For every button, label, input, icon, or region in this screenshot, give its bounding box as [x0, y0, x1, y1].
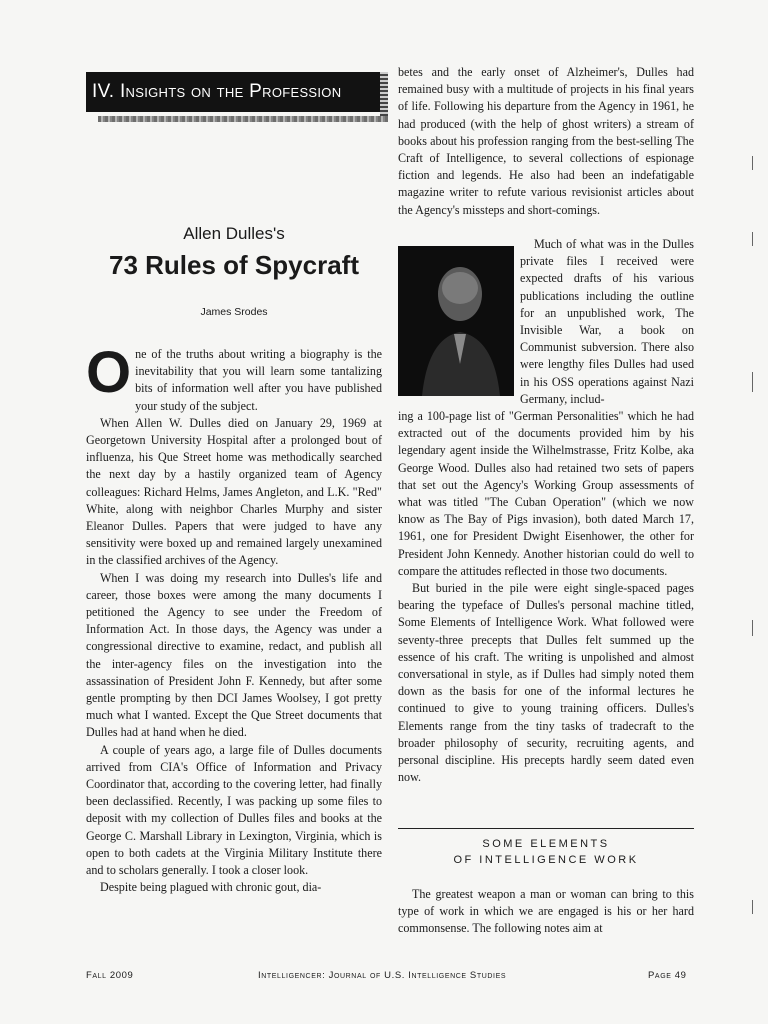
article-author: James Srodes	[200, 306, 268, 318]
scan-margin-mark	[752, 372, 753, 392]
scan-margin-mark	[752, 232, 753, 246]
paragraph-wrap: Much of what was in the Dulles private files I received were expected drafts of his various publications including the outline for an unpublished work, The Invisible War, a book on Communist subversion. There also were lengthy files Dulles had used in his OSS operations against Nazi Germany, includ-	[520, 237, 694, 406]
paragraph: ing a 100-page list of "German Personalities" which he had extracted out of the documents provided him by his legendary agent inside the Wilhelmstrasse, Fritz Kolbe, aka George Wood. Dulles also had retained two sets of papers that set out the Agency's Working Group assessments of what was titled "The Cuban Operation" (which we now know as The Bay of Pigs invasion), both dated March 17, 1961, one for President Dwight Eisenhower, the other for President John Kennedy. Another historian could do well to compare the attitudes reflected in those two documents.	[398, 409, 694, 578]
drop-cap: O	[86, 340, 132, 405]
paragraph: But buried in the pile were eight single-spaced pages bearing the typeface of Dulles's personal machine titled, Some Elements of Intelligence Work. What followed were seventy-three precepts that Dulles felt summed up the essence of his craft. The writing is unpolished and almost conversational in style, as if Dulles had simply noted them down as the basis for one of the informal lectures he continued to give to young training officers. Dulles's Elements range from the tiny tasks of tradecraft to the broader philosophy of security, recruiting agents, and personal discipline. His precepts hardly seem dated even now.	[398, 581, 694, 785]
paragraph-intro-text: ne of the truths about writing a biography is the inevitability that you will learn some tantalizing bits of information well after you have published your study of the subject.	[135, 347, 382, 413]
subhead-line-2: OF INTELLIGENCE WORK	[453, 854, 639, 866]
article-title: 73 Rules of Spycraft	[109, 250, 359, 280]
right-column-top	[398, 64, 694, 219]
paragraph: The greatest weapon a man or woman can bring to this type of work in which we are engaged is his or her hard commonsense. The following notes aim at	[398, 887, 694, 936]
left-column	[86, 340, 382, 897]
subhead-line-1: SOME ELEMENTS	[482, 838, 610, 850]
banner-rule	[98, 116, 388, 122]
paragraph: When Allen W. Dulles died on January 29, 1969 at Georgetown University Hospital after a prolonged bout of influenza, his Que Street home was methodically searched the next day by a hastily organized team of Agency colleagues: Richard Helms, James Angleton, and L.K. "Red" White, along with neighbor Charles Murphy and sister Eleanor Dulles. Papers that were judged to have any sensitivity were boxed up and remained largely unexamined in the classified archives of the Agency.	[86, 415, 382, 568]
paragraph: A couple of years ago, a large file of Dulles documents arrived from CIA's Office of Information and Privacy Coordinator that, according to the covering letter, had finally been declassified. Recently, I was packing up some files to deposit with my collection of Dulles files and books at the George C. Marshall Library in Lexington, Virginia, which is open to both cadets at the Virginia Military Institute there and to scholars generally. I took a closer look.	[86, 742, 382, 878]
footer-page-number: Page 49	[648, 970, 687, 981]
banner-edge-texture	[380, 72, 388, 116]
section-label: IV. Insights on the Profession	[92, 81, 342, 102]
right-column-body	[398, 408, 694, 786]
scan-margin-mark	[752, 156, 753, 170]
subhead-rule	[398, 828, 694, 829]
scan-margin-mark	[752, 900, 753, 914]
article-kicker: Allen Dulles's	[183, 224, 285, 243]
paragraph-intro	[86, 340, 382, 415]
section-banner	[86, 72, 382, 112]
paragraph: When I was doing my research into Dulles's life and career, those boxes were among the many documents I petitioned the Agency to see under the Freedom of Information Act. In those days, the Agency was under a congressional directive to examine, redact, and publish all the inter-agency files on the investigation into the assassination of President John F. Kennedy, but after some gentle prompting by then DCI James Woolsey, I got pretty much what I wanted. Except the Que Street documents that Dulles had at hand when he died.	[86, 570, 382, 740]
footer-journal: Intelligencer: Journal of U.S. Intelligence Studies	[258, 970, 507, 981]
right-column-wrap	[520, 236, 694, 408]
portrait-image	[398, 246, 514, 396]
paragraph: betes and the early onset of Alzheimer's, Dulles had remained busy with a multitude of projects in his final years of life. Following his departure from the Agency in 1961, he had produced (with the help of ghost writers) a stream of books about his profession ranging from the best-selling The Craft of Intelligence, to several collections of espionage fiction and legends. He also had been an indefatigable magazine writer to refute various revisionist articles about the Agency's missteps and short-comings.	[398, 65, 694, 217]
portrait-photo	[398, 246, 514, 396]
right-column-bottom	[398, 886, 694, 938]
footer-date: Fall 2009	[86, 970, 134, 981]
scan-margin-mark	[752, 620, 753, 636]
paragraph: Despite being plagued with chronic gout, dia-	[100, 880, 322, 895]
